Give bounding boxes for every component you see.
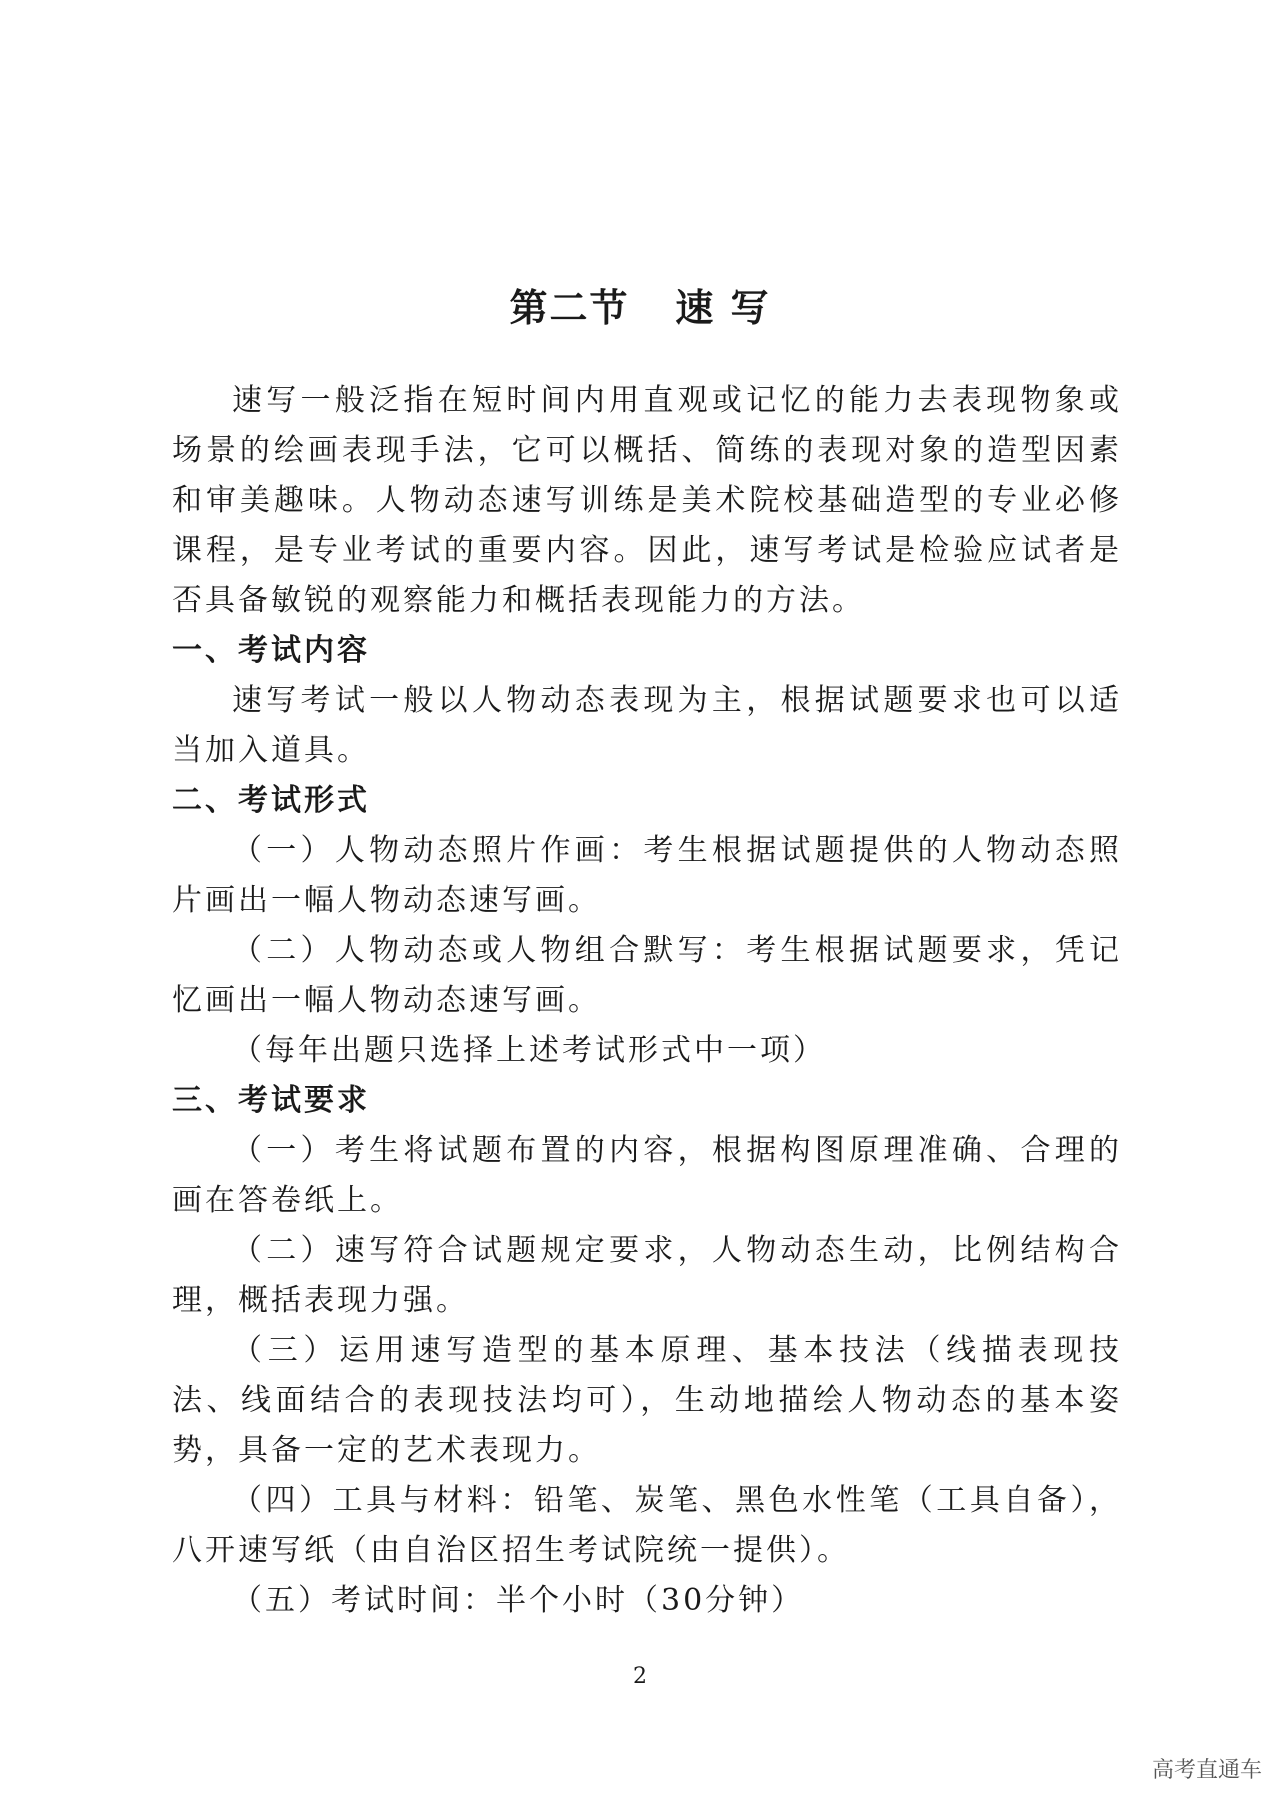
- section-title: 第二节 速 写: [509, 286, 771, 330]
- section-item: （二）速写符合试题规定要求，人物动态生动，比例结构合理，概括表现力强。: [172, 1233, 1122, 1318]
- section-item: （五）考试时间：半个小时（30分钟）: [232, 1583, 805, 1618]
- page-number: 2: [633, 1664, 647, 1689]
- document-body: [172, 376, 1122, 1626]
- section-item: （四）工具与材料：铅笔、炭笔、黑色水性笔（工具自备），八开速写纸（由自治区招生考试院统一提供）。: [172, 1483, 1122, 1568]
- section-item: （三）运用速写造型的基本原理、基本技法（线描表现技法、线面结合的表现技法均可），生动地描绘人物动态的基本姿势，具备一定的艺术表现力。: [172, 1333, 1122, 1468]
- section-paragraph: 速写考试一般以人物动态表现为主，根据试题要求也可以适当加入道具。: [172, 683, 1122, 768]
- section-heading: 二、考试形式: [172, 783, 370, 818]
- section-item: （二）人物动态或人物组合默写：考生根据试题要求，凭记忆画出一幅人物动态速写画。: [172, 933, 1122, 1018]
- section-note: （每年出题只选择上述考试形式中一项）: [232, 1033, 826, 1068]
- intro-paragraph: 速写一般泛指在短时间内用直观或记忆的能力去表现物象或场景的绘画表现手法，它可以概括、简练的表现对象的造型因素和审美趣味。人物动态速写训练是美术院校基础造型的专业必修课程，是专业考试的重要内容。因此，速写考试是检验应试者是否具备敏锐的观察能力和概括表现能力的方法。: [172, 383, 1122, 618]
- watermark-label: 高考直通车: [1151, 1758, 1262, 1783]
- section-exam-content: [172, 626, 1122, 776]
- section-exam-requirements: [172, 1076, 1122, 1626]
- section-exam-format: [172, 776, 1122, 1076]
- section-heading: 一、考试内容: [172, 633, 370, 668]
- section-heading: 三、考试要求: [172, 1083, 370, 1118]
- section-item: （一）人物动态照片作画：考生根据试题提供的人物动态照片画出一幅人物动态速写画。: [172, 833, 1122, 918]
- section-item: （一）考生将试题布置的内容，根据构图原理准确、合理的画在答卷纸上。: [172, 1133, 1122, 1218]
